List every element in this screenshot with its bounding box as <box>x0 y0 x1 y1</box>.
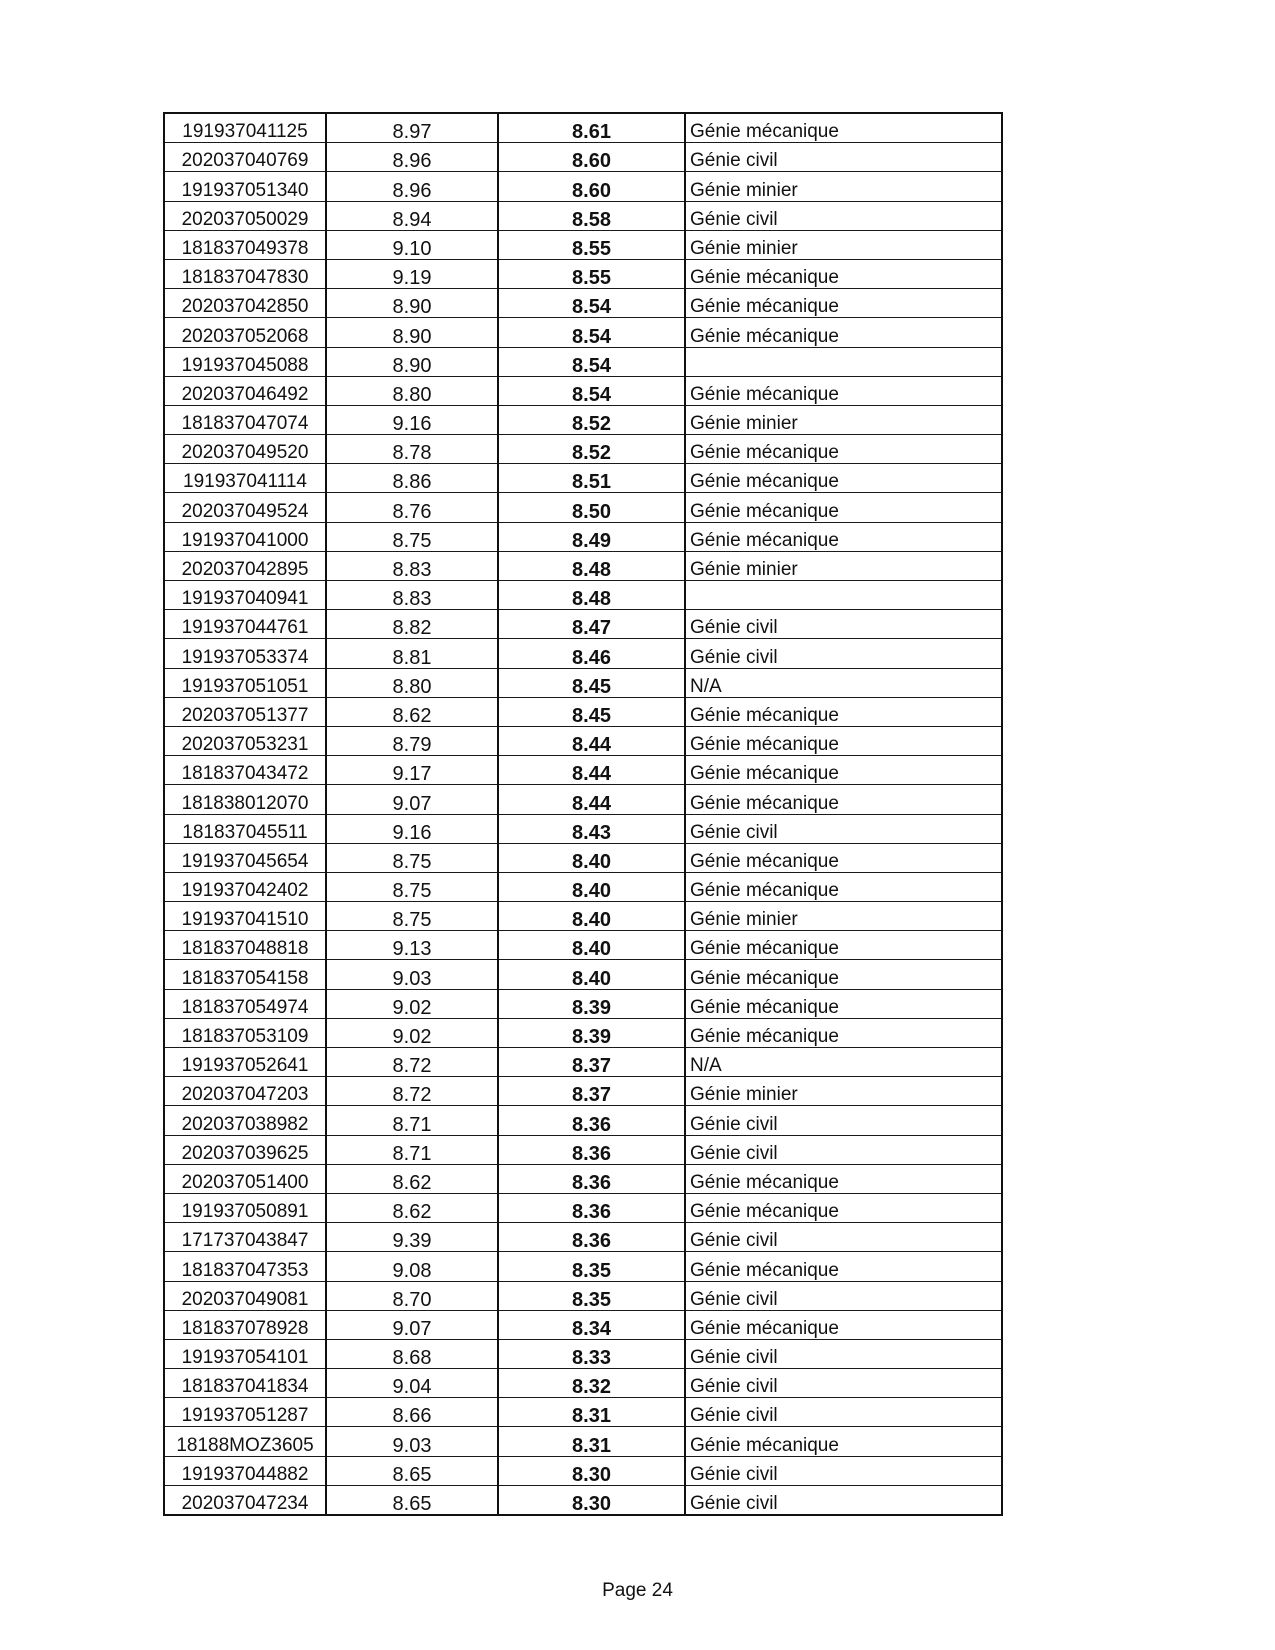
table-row <box>164 697 1002 726</box>
table-row <box>164 610 1002 639</box>
table-row <box>164 1077 1002 1106</box>
student-id-cell: 191937051340 <box>164 172 326 201</box>
branch-cell: Génie civil <box>685 1456 1002 1485</box>
average-cell: 8.97 <box>326 113 498 143</box>
final-score-cell: 8.37 <box>498 1048 685 1077</box>
student-id-cell: 191937053374 <box>164 639 326 668</box>
student-id-cell: 181837049378 <box>164 230 326 259</box>
final-score-cell: 8.45 <box>498 697 685 726</box>
final-score-cell: 8.60 <box>498 143 685 172</box>
table-row <box>164 551 1002 580</box>
student-id-cell: 181838012070 <box>164 785 326 814</box>
student-id-cell: 191937041125 <box>164 113 326 143</box>
student-id-cell: 191937045088 <box>164 347 326 376</box>
branch-cell: Génie civil <box>685 201 1002 230</box>
table-row <box>164 785 1002 814</box>
table-row <box>164 113 1002 143</box>
average-cell: 9.16 <box>326 814 498 843</box>
table-row <box>164 902 1002 931</box>
table-row <box>164 376 1002 405</box>
table-row <box>164 989 1002 1018</box>
table-row <box>164 1456 1002 1485</box>
table-row <box>164 872 1002 901</box>
student-id-cell: 202037052068 <box>164 318 326 347</box>
branch-cell: Génie mécanique <box>685 113 1002 143</box>
branch-cell: N/A <box>685 668 1002 697</box>
table-row <box>164 172 1002 201</box>
student-id-cell: 202037047234 <box>164 1485 326 1515</box>
branch-cell: Génie minier <box>685 172 1002 201</box>
student-id-cell: 181837078928 <box>164 1310 326 1339</box>
final-score-cell: 8.31 <box>498 1427 685 1456</box>
average-cell: 8.71 <box>326 1135 498 1164</box>
final-score-cell: 8.35 <box>498 1252 685 1281</box>
branch-cell: Génie mécanique <box>685 1193 1002 1222</box>
table-row <box>164 318 1002 347</box>
final-score-cell: 8.40 <box>498 931 685 960</box>
branch-cell: Génie minier <box>685 551 1002 580</box>
average-cell: 8.90 <box>326 347 498 376</box>
average-cell: 8.75 <box>326 902 498 931</box>
average-cell: 8.65 <box>326 1485 498 1515</box>
student-id-cell: 181837054158 <box>164 960 326 989</box>
final-score-cell: 8.45 <box>498 668 685 697</box>
branch-cell: Génie minier <box>685 902 1002 931</box>
student-id-cell: 171737043847 <box>164 1223 326 1252</box>
average-cell: 9.08 <box>326 1252 498 1281</box>
average-cell: 8.80 <box>326 376 498 405</box>
branch-cell <box>685 581 1002 610</box>
branch-cell: Génie minier <box>685 1077 1002 1106</box>
branch-cell: Génie mécanique <box>685 1252 1002 1281</box>
student-id-cell: 191937044761 <box>164 610 326 639</box>
average-cell: 8.62 <box>326 697 498 726</box>
student-id-cell: 18188MOZ3605 <box>164 1427 326 1456</box>
branch-cell: Génie mécanique <box>685 259 1002 288</box>
branch-cell: Génie civil <box>685 1106 1002 1135</box>
final-score-cell: 8.44 <box>498 756 685 785</box>
table-row <box>164 639 1002 668</box>
branch-cell: Génie civil <box>685 143 1002 172</box>
final-score-cell: 8.54 <box>498 318 685 347</box>
average-cell: 9.03 <box>326 1427 498 1456</box>
student-id-cell: 202037042895 <box>164 551 326 580</box>
average-cell: 9.16 <box>326 405 498 434</box>
final-score-cell: 8.54 <box>498 289 685 318</box>
branch-cell: Génie mécanique <box>685 1018 1002 1047</box>
final-score-cell: 8.52 <box>498 435 685 464</box>
average-cell: 8.90 <box>326 289 498 318</box>
average-cell: 8.79 <box>326 726 498 755</box>
table-row <box>164 405 1002 434</box>
table-row <box>164 581 1002 610</box>
final-score-cell: 8.32 <box>498 1369 685 1398</box>
student-id-cell: 181837045511 <box>164 814 326 843</box>
final-score-cell: 8.44 <box>498 785 685 814</box>
student-id-cell: 202037046492 <box>164 376 326 405</box>
student-id-cell: 202037047203 <box>164 1077 326 1106</box>
student-id-cell: 191937041000 <box>164 522 326 551</box>
average-cell: 9.04 <box>326 1369 498 1398</box>
average-cell: 8.81 <box>326 639 498 668</box>
branch-cell: Génie mécanique <box>685 931 1002 960</box>
average-cell: 8.86 <box>326 464 498 493</box>
average-cell: 9.02 <box>326 989 498 1018</box>
final-score-cell: 8.31 <box>498 1398 685 1427</box>
table-row <box>164 201 1002 230</box>
final-score-cell: 8.40 <box>498 872 685 901</box>
average-cell: 8.83 <box>326 551 498 580</box>
branch-cell: Génie mécanique <box>685 376 1002 405</box>
average-cell: 8.94 <box>326 201 498 230</box>
final-score-cell: 8.55 <box>498 259 685 288</box>
final-score-cell: 8.39 <box>498 1018 685 1047</box>
branch-cell: Génie civil <box>685 610 1002 639</box>
branch-cell: Génie civil <box>685 1398 1002 1427</box>
final-score-cell: 8.35 <box>498 1281 685 1310</box>
table-row <box>164 814 1002 843</box>
table-row <box>164 1398 1002 1427</box>
student-id-cell: 202037050029 <box>164 201 326 230</box>
final-score-cell: 8.36 <box>498 1223 685 1252</box>
table-row <box>164 843 1002 872</box>
average-cell: 8.62 <box>326 1193 498 1222</box>
table-row <box>164 493 1002 522</box>
table-row <box>164 1135 1002 1164</box>
student-id-cell: 181837043472 <box>164 756 326 785</box>
final-score-cell: 8.54 <box>498 347 685 376</box>
branch-cell: Génie mécanique <box>685 318 1002 347</box>
student-id-cell: 191937041510 <box>164 902 326 931</box>
branch-cell: Génie mécanique <box>685 697 1002 726</box>
table-row <box>164 1048 1002 1077</box>
table-row <box>164 289 1002 318</box>
average-cell: 8.70 <box>326 1281 498 1310</box>
average-cell: 9.13 <box>326 931 498 960</box>
final-score-cell: 8.49 <box>498 522 685 551</box>
average-cell: 9.03 <box>326 960 498 989</box>
final-score-cell: 8.60 <box>498 172 685 201</box>
table-row <box>164 1310 1002 1339</box>
student-id-cell: 191937050891 <box>164 1193 326 1222</box>
average-cell: 9.02 <box>326 1018 498 1047</box>
average-cell: 9.39 <box>326 1223 498 1252</box>
average-cell: 8.72 <box>326 1077 498 1106</box>
final-score-cell: 8.47 <box>498 610 685 639</box>
final-score-cell: 8.43 <box>498 814 685 843</box>
branch-cell: Génie civil <box>685 1223 1002 1252</box>
average-cell: 8.78 <box>326 435 498 464</box>
final-score-cell: 8.58 <box>498 201 685 230</box>
branch-cell: Génie civil <box>685 814 1002 843</box>
final-score-cell: 8.34 <box>498 1310 685 1339</box>
average-cell: 8.72 <box>326 1048 498 1077</box>
student-id-cell: 191937054101 <box>164 1339 326 1368</box>
table-row <box>164 1106 1002 1135</box>
student-id-cell: 202037042850 <box>164 289 326 318</box>
table-row <box>164 1223 1002 1252</box>
final-score-cell: 8.46 <box>498 639 685 668</box>
branch-cell: Génie mécanique <box>685 435 1002 464</box>
final-score-cell: 8.36 <box>498 1164 685 1193</box>
average-cell: 9.10 <box>326 230 498 259</box>
final-score-cell: 8.50 <box>498 493 685 522</box>
average-cell: 8.96 <box>326 172 498 201</box>
final-score-cell: 8.52 <box>498 405 685 434</box>
final-score-cell: 8.48 <box>498 581 685 610</box>
branch-cell: Génie civil <box>685 1339 1002 1368</box>
branch-cell: Génie mécanique <box>685 726 1002 755</box>
table-row <box>164 1193 1002 1222</box>
average-cell: 9.17 <box>326 756 498 785</box>
table-row <box>164 1164 1002 1193</box>
average-cell: 9.07 <box>326 785 498 814</box>
average-cell: 8.80 <box>326 668 498 697</box>
student-id-cell: 191937052641 <box>164 1048 326 1077</box>
branch-cell: Génie mécanique <box>685 756 1002 785</box>
average-cell: 8.68 <box>326 1339 498 1368</box>
average-cell: 8.82 <box>326 610 498 639</box>
final-score-cell: 8.37 <box>498 1077 685 1106</box>
branch-cell: Génie mécanique <box>685 960 1002 989</box>
final-score-cell: 8.30 <box>498 1485 685 1515</box>
student-id-cell: 181837047830 <box>164 259 326 288</box>
branch-cell: N/A <box>685 1048 1002 1077</box>
branch-cell: Génie mécanique <box>685 1427 1002 1456</box>
final-score-cell: 8.55 <box>498 230 685 259</box>
final-score-cell: 8.36 <box>498 1106 685 1135</box>
final-score-cell: 8.33 <box>498 1339 685 1368</box>
branch-cell: Génie mécanique <box>685 289 1002 318</box>
branch-cell <box>685 347 1002 376</box>
student-id-cell: 181837047353 <box>164 1252 326 1281</box>
table-row <box>164 259 1002 288</box>
table-row <box>164 1281 1002 1310</box>
table-row <box>164 1018 1002 1047</box>
student-id-cell: 191937045654 <box>164 843 326 872</box>
results-table-body <box>164 113 1002 1515</box>
student-id-cell: 202037053231 <box>164 726 326 755</box>
average-cell: 8.62 <box>326 1164 498 1193</box>
average-cell: 8.66 <box>326 1398 498 1427</box>
student-id-cell: 202037049520 <box>164 435 326 464</box>
final-score-cell: 8.44 <box>498 726 685 755</box>
table-row <box>164 726 1002 755</box>
branch-cell: Génie mécanique <box>685 522 1002 551</box>
branch-cell: Génie minier <box>685 405 1002 434</box>
branch-cell: Génie civil <box>685 1485 1002 1515</box>
branch-cell: Génie mécanique <box>685 872 1002 901</box>
table-row <box>164 347 1002 376</box>
table-row <box>164 1252 1002 1281</box>
average-cell: 8.75 <box>326 843 498 872</box>
table-row <box>164 756 1002 785</box>
student-id-cell: 202037049524 <box>164 493 326 522</box>
student-id-cell: 181837053109 <box>164 1018 326 1047</box>
final-score-cell: 8.30 <box>498 1456 685 1485</box>
final-score-cell: 8.40 <box>498 960 685 989</box>
results-table <box>163 112 1003 1516</box>
student-id-cell: 202037049081 <box>164 1281 326 1310</box>
final-score-cell: 8.39 <box>498 989 685 1018</box>
final-score-cell: 8.40 <box>498 843 685 872</box>
student-id-cell: 181837048818 <box>164 931 326 960</box>
table-row <box>164 1369 1002 1398</box>
final-score-cell: 8.61 <box>498 113 685 143</box>
student-id-cell: 202037040769 <box>164 143 326 172</box>
student-id-cell: 202037051377 <box>164 697 326 726</box>
page-number: Page 24 <box>602 1580 673 1601</box>
table-row <box>164 435 1002 464</box>
table-row <box>164 668 1002 697</box>
final-score-cell: 8.51 <box>498 464 685 493</box>
final-score-cell: 8.40 <box>498 902 685 931</box>
branch-cell: Génie civil <box>685 1135 1002 1164</box>
final-score-cell: 8.36 <box>498 1135 685 1164</box>
average-cell: 8.83 <box>326 581 498 610</box>
student-id-cell: 191937051287 <box>164 1398 326 1427</box>
average-cell: 8.71 <box>326 1106 498 1135</box>
table-row <box>164 143 1002 172</box>
student-id-cell: 191937051051 <box>164 668 326 697</box>
student-id-cell: 181837041834 <box>164 1369 326 1398</box>
table-row <box>164 522 1002 551</box>
final-score-cell: 8.48 <box>498 551 685 580</box>
branch-cell: Génie mécanique <box>685 493 1002 522</box>
student-id-cell: 191937042402 <box>164 872 326 901</box>
table-row <box>164 1427 1002 1456</box>
table-row <box>164 1339 1002 1368</box>
average-cell: 8.75 <box>326 872 498 901</box>
branch-cell: Génie mécanique <box>685 1310 1002 1339</box>
table-row <box>164 960 1002 989</box>
student-id-cell: 191937041114 <box>164 464 326 493</box>
average-cell: 8.90 <box>326 318 498 347</box>
final-score-cell: 8.36 <box>498 1193 685 1222</box>
branch-cell: Génie mécanique <box>685 785 1002 814</box>
branch-cell: Génie mécanique <box>685 1164 1002 1193</box>
branch-cell: Génie mécanique <box>685 464 1002 493</box>
student-id-cell: 202037038982 <box>164 1106 326 1135</box>
average-cell: 9.07 <box>326 1310 498 1339</box>
branch-cell: Génie civil <box>685 639 1002 668</box>
student-id-cell: 191937044882 <box>164 1456 326 1485</box>
student-id-cell: 191937040941 <box>164 581 326 610</box>
average-cell: 9.19 <box>326 259 498 288</box>
final-score-cell: 8.54 <box>498 376 685 405</box>
student-id-cell: 181837047074 <box>164 405 326 434</box>
student-id-cell: 202037051400 <box>164 1164 326 1193</box>
average-cell: 8.75 <box>326 522 498 551</box>
table-row <box>164 931 1002 960</box>
student-id-cell: 181837054974 <box>164 989 326 1018</box>
average-cell: 8.65 <box>326 1456 498 1485</box>
average-cell: 8.96 <box>326 143 498 172</box>
branch-cell: Génie minier <box>685 230 1002 259</box>
table-row <box>164 1485 1002 1515</box>
branch-cell: Génie mécanique <box>685 989 1002 1018</box>
branch-cell: Génie mécanique <box>685 843 1002 872</box>
branch-cell: Génie civil <box>685 1369 1002 1398</box>
table-row <box>164 464 1002 493</box>
average-cell: 8.76 <box>326 493 498 522</box>
student-id-cell: 202037039625 <box>164 1135 326 1164</box>
table-row <box>164 230 1002 259</box>
branch-cell: Génie civil <box>685 1281 1002 1310</box>
